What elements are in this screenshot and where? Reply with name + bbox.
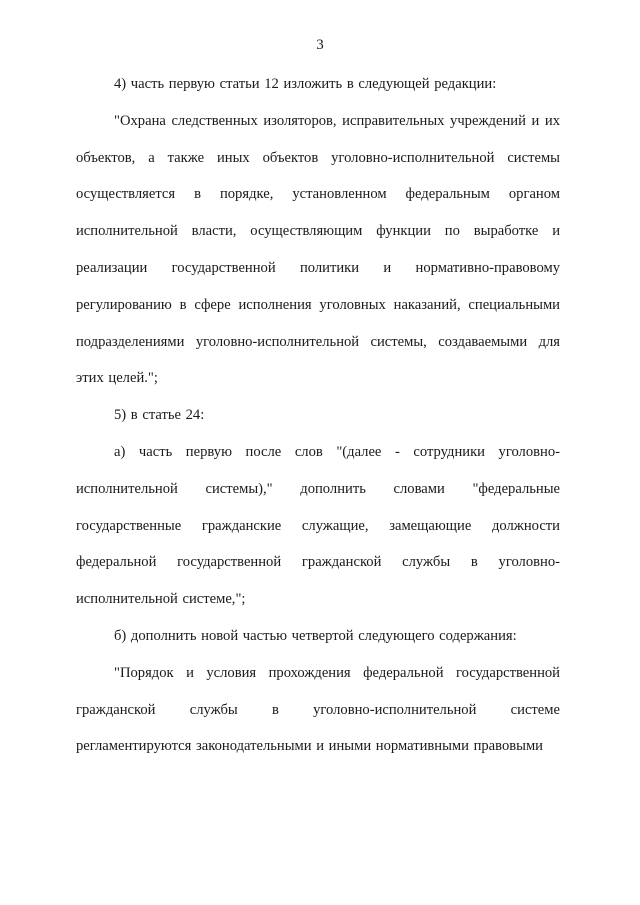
paragraph-subitem-a: а) часть первую после слов "(далее - сотрудники уголовно-исполнительной системы)," дополнить словами "федеральные государственные гражданские служащие, замещающие должности федеральной государственной гражданской службы в уголовно-исполнительной системе,"; [76,443,560,608]
paragraph-item-4: 4) часть первую статьи 12 изложить в следующей редакции: [114,76,497,92]
paragraph-quoted-guard-text: "Охрана следственных изоляторов, исправительных учреждений и их объектов, а также иных объектов уголовно-исполнительной системы осуществляется в порядке, установленном федеральным органом исполнительной власти, осуществляющим функции по выработке и реализации государственной политики и нормативно-правовому регулированию в сфере исполнения уголовных наказаний, специальными подразделениями уголовно-исполнительной системы, создаваемыми для этих целей."; [76,112,560,387]
paragraph-quoted-service-text: "Порядок и условия прохождения федеральной государственной гражданской службы в уголовно-исполнительной системе регламентируются законодательными и иными нормативными правовыми [76,664,560,755]
document-body [76,66,560,765]
page-number: 3 [316,37,324,53]
paragraph-subitem-b: б) дополнить новой частью четвертой следующего содержания: [114,627,517,644]
paragraph-item-5: 5) в статье 24: [114,407,205,424]
